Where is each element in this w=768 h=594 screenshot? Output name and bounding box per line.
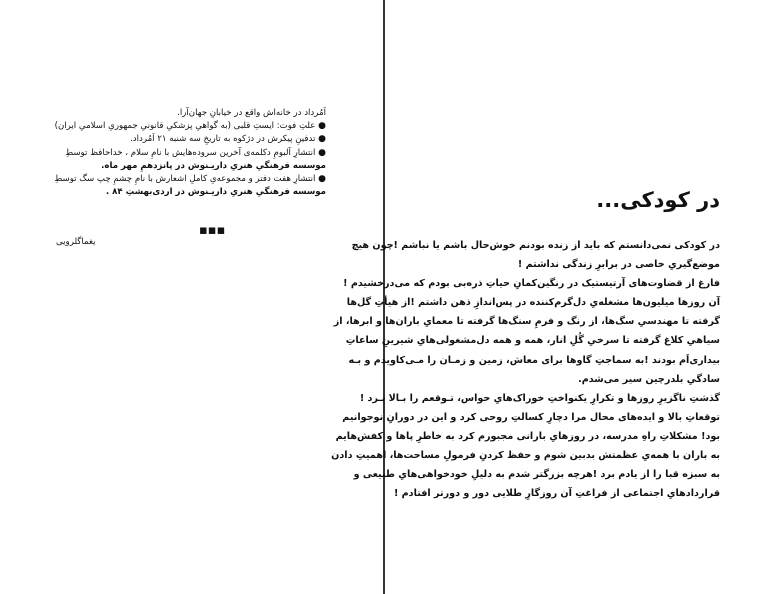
biography-notes (14, 107, 326, 199)
body-line: فارغ از قضاوت‌های آرتیستیک در رنگین‌کمانِ حیاتِ ذره‌بی بودم که می‌درخشیدم ! (343, 278, 720, 290)
body-line: به سبزه قبا را از یادم برد !هرچه بزرگتر شدم به دلیلِ خودخواهی‌هایِ طبیعی و (353, 469, 720, 481)
note-text: انتشارِ هفت دفتر و مجموعه‌یِ کاملِ اشعارش با نامِ چشمِ چپ سگ توسطِ (54, 174, 316, 185)
note-text: موسسه فرهنگیِ هنریِ داریـنوش در اردی‌بهشتِ ۸۴ . (105, 187, 326, 198)
body-line: سادگیِ بلدرچین سیر می‌شدم. (578, 373, 720, 385)
body-line: بیداری‌اَم بودند !به سماجتِ گاوها برای معاش، زمین و زمـان را مـی‌کاویدم و بـه (348, 354, 720, 366)
section-separator: ▪▪▪ (199, 223, 226, 238)
body-line: توقعاتِ بالا و ایده‌های محال مرا دچارِ کسالتِ روحی کرد و این در دورانِ نوجوانیم (342, 411, 720, 423)
note-line (14, 147, 326, 160)
note-line (14, 173, 326, 186)
body-line: گرفته تا مهندسیِ سگ‌ها، از رنگ و فرمِ سنگ‌ها گرفته تا معمایِ باران‌ها و ابرها، از (333, 316, 720, 328)
note-text: تدفینِ پیکرش در دژکوه به تاریخِ سه شنبه ۲۱ اَمُرداد. (130, 134, 316, 145)
note-text: انتشارِ آلبومِ دکلمه‌ی آخرین سروده‌هایش با نامِ سلام ، خداحافظ توسطِ (65, 147, 316, 158)
bullet-icon: ● (318, 147, 326, 158)
note-line (14, 120, 326, 133)
note-line (14, 133, 326, 146)
bullet-icon: ● (318, 134, 326, 145)
right-page (331, 0, 768, 594)
chapter-body (331, 236, 720, 503)
body-line: بود! مشکلاتِ راهِ مدرسه، در روزهایِ بارانی مجبورم کرد به خاطرِ پاها و کفش‌هایم (335, 430, 720, 442)
body-line: قراردادهایِ اجتماعی از فراغتِ آن روزگارِ طلایی دور و دورتر افتادم ! (393, 488, 720, 500)
author-signature: یغماگلرویی (56, 237, 96, 247)
note-text: علتِ فوت: ایستِ قلبی (به گواهیِ پزشکیِ قانونیِ جمهوریِ اسلامیِ ایران) (54, 121, 316, 132)
chapter-title: در کودکی... (596, 188, 720, 212)
body-line: موضع‌گیریِ خاصی در برابرِ زندگی نداشتم ! (517, 259, 720, 271)
note-text: موسسه فرهنگیِ هنریِ داریـنوش در پانزدهمِ مهر ماه. (101, 160, 326, 171)
body-line: گذشتِ ناگزیرِ روزها و تکرارِ یکنواختِ خوراک‌هایِ حواس، تـوقعم را بـالا بـرد ! (359, 392, 720, 404)
body-line: به باران با همه‌یِ عظمتش بدبین شوم و حفظ کردنِ فرمولِ مساحت‌ها، اهمیتِ دادن (331, 450, 720, 462)
bullet-icon: ● (318, 121, 326, 132)
note-text: اَمُرداد در خانه‌اش واقع در خیابانِ جهان‌آرا. (177, 108, 326, 118)
note-line (14, 160, 326, 173)
bullet-icon: ● (318, 174, 326, 185)
note-line (14, 186, 326, 199)
body-line: آن روزها میلیون‌ها مشغله‌یِ دل‌گرم‌کننده در پس‌اندازِ ذهن داشتم !از هیأتِ گل‌ها (346, 297, 720, 309)
body-line: سیاهیِ کلاغ گرفته تا سرخیِ گُلِ انار، همه و همه دل‌مشغولی‌هایِ شیرینِ ساعاتِ (345, 335, 720, 347)
body-line: در کودکی نمی‌دانستم که باید از زنده بودنم خوش‌حال باشم یا نباشم !چون هیچ (351, 240, 720, 251)
note-line (14, 107, 326, 120)
